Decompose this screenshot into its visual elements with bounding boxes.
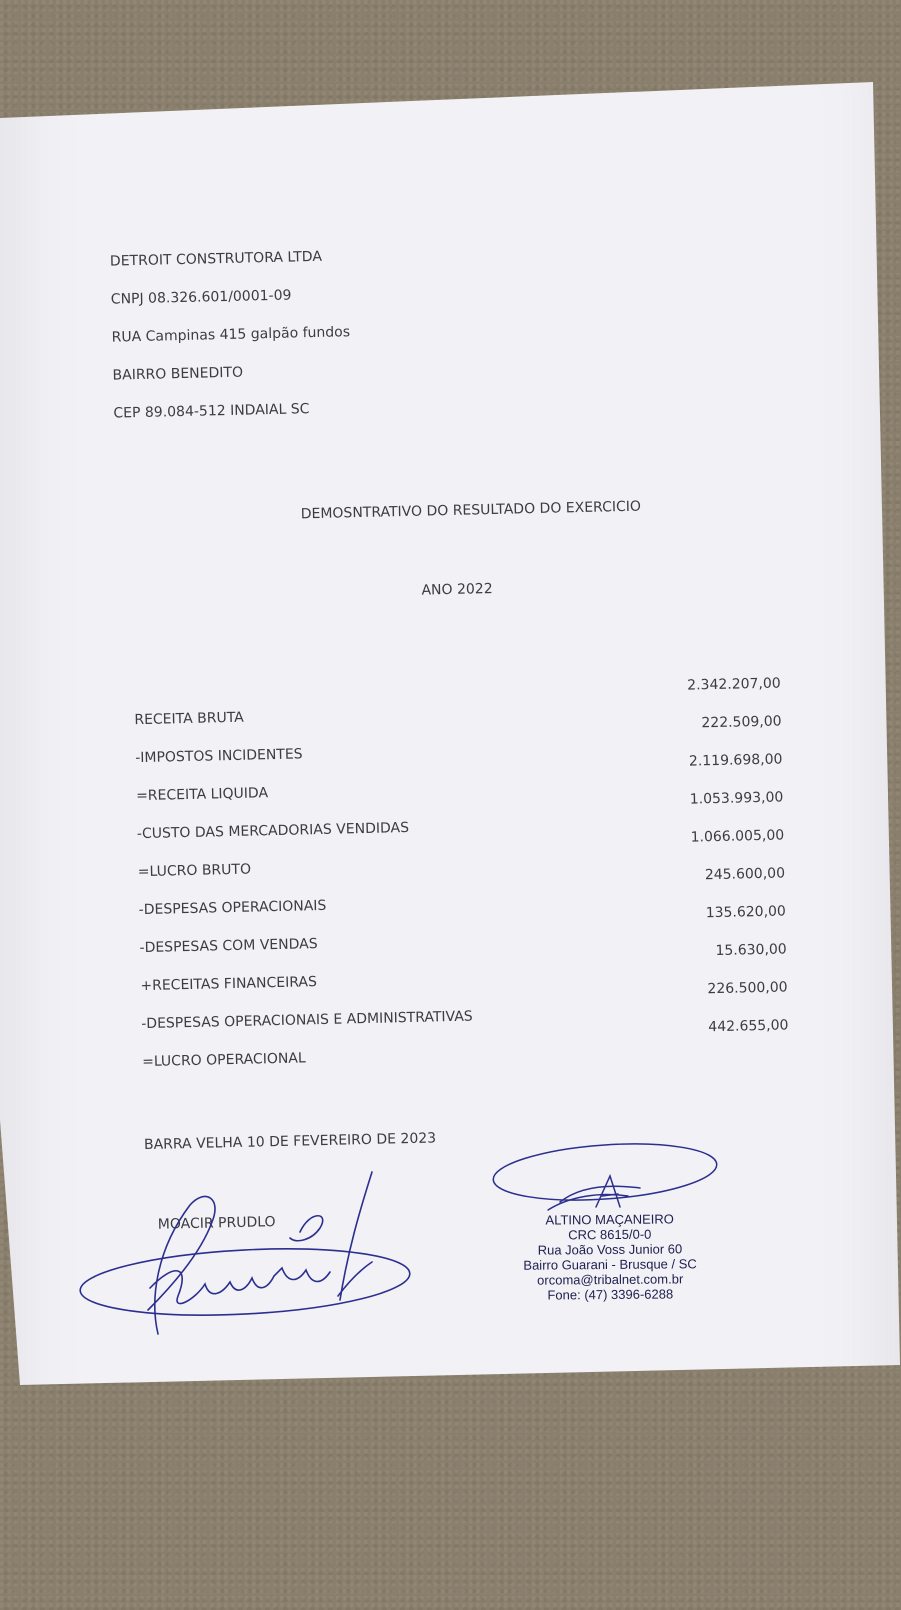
statement-row-value: 222.509,00 xyxy=(701,713,782,732)
accountant-crc: CRC 8615/0-0 xyxy=(568,1226,652,1243)
statement-row-label: -DESPESAS OPERACIONAIS E ADMINISTRATIVAS xyxy=(141,1008,473,1033)
statement-row-value: 135.620,00 xyxy=(705,903,787,922)
statement-row-value: 442.655,00 xyxy=(708,1017,789,1036)
statement-row-label: -DESPESAS OPERACIONAIS xyxy=(138,897,327,919)
statement-row-label: RECEITA BRUTA xyxy=(134,709,244,729)
accountant-street: Rua João Voss Junior 60 xyxy=(537,1241,683,1258)
company-cep: CEP 89.084-512 INDAIAL SC xyxy=(113,401,310,422)
statement-row-label: =RECEITA LIQUIDA xyxy=(135,785,269,805)
statement-row-value: 245.600,00 xyxy=(704,865,786,884)
statement-row-label: -CUSTO DAS MERCADORIAS VENDIDAS xyxy=(136,819,410,843)
accountant-email: orcoma@tribalnet.com.br xyxy=(537,1271,684,1288)
document-title: DEMOSNTRATIVO DO RESULTADO DO EXERCICIO xyxy=(300,498,642,523)
document-year: ANO 2022 xyxy=(421,581,493,599)
statement-row-label: =LUCRO OPERACIONAL xyxy=(141,1050,306,1071)
statement-row-value: 1.066.005,00 xyxy=(690,827,785,846)
accountant-name: ALTINO MAÇANEIRO xyxy=(545,1211,674,1228)
statement-row-value: 15.630,00 xyxy=(715,941,787,960)
company-cnpj: CNPJ 08.326.601/0001-09 xyxy=(110,287,292,308)
statement-row-value: 226.500,00 xyxy=(707,979,788,998)
accountant-phone: Fone: (47) 3396-6288 xyxy=(547,1286,674,1303)
company-name: DETROIT CONSTRUTORA LTDA xyxy=(109,248,323,270)
statement-row-value: 2.119.698,00 xyxy=(688,751,783,770)
signer-left-name: MOACIR PRUDLO xyxy=(157,1214,276,1233)
statement-row-value: 2.342.207,00 xyxy=(687,675,781,694)
statement-row-value: 1.053.993,00 xyxy=(689,789,784,808)
place-date: BARRA VELHA 10 DE FEVEREIRO DE 2023 xyxy=(143,1130,437,1154)
accountant-stamp xyxy=(500,1211,721,1303)
statement-row-label: =LUCRO BRUTO xyxy=(137,861,252,881)
accountant-district: Bairro Guarani - Brusque / SC xyxy=(523,1256,697,1273)
statement-row-label: +RECEITAS FINANCEIRAS xyxy=(140,974,318,995)
company-district: BAIRRO BENEDITO xyxy=(112,364,244,384)
statement-row-label: -IMPOSTOS INCIDENTES xyxy=(135,746,303,767)
statement-row-label: -DESPESAS COM VENDAS xyxy=(139,936,318,957)
company-address: RUA Campinas 415 galpão fundos xyxy=(111,324,351,346)
